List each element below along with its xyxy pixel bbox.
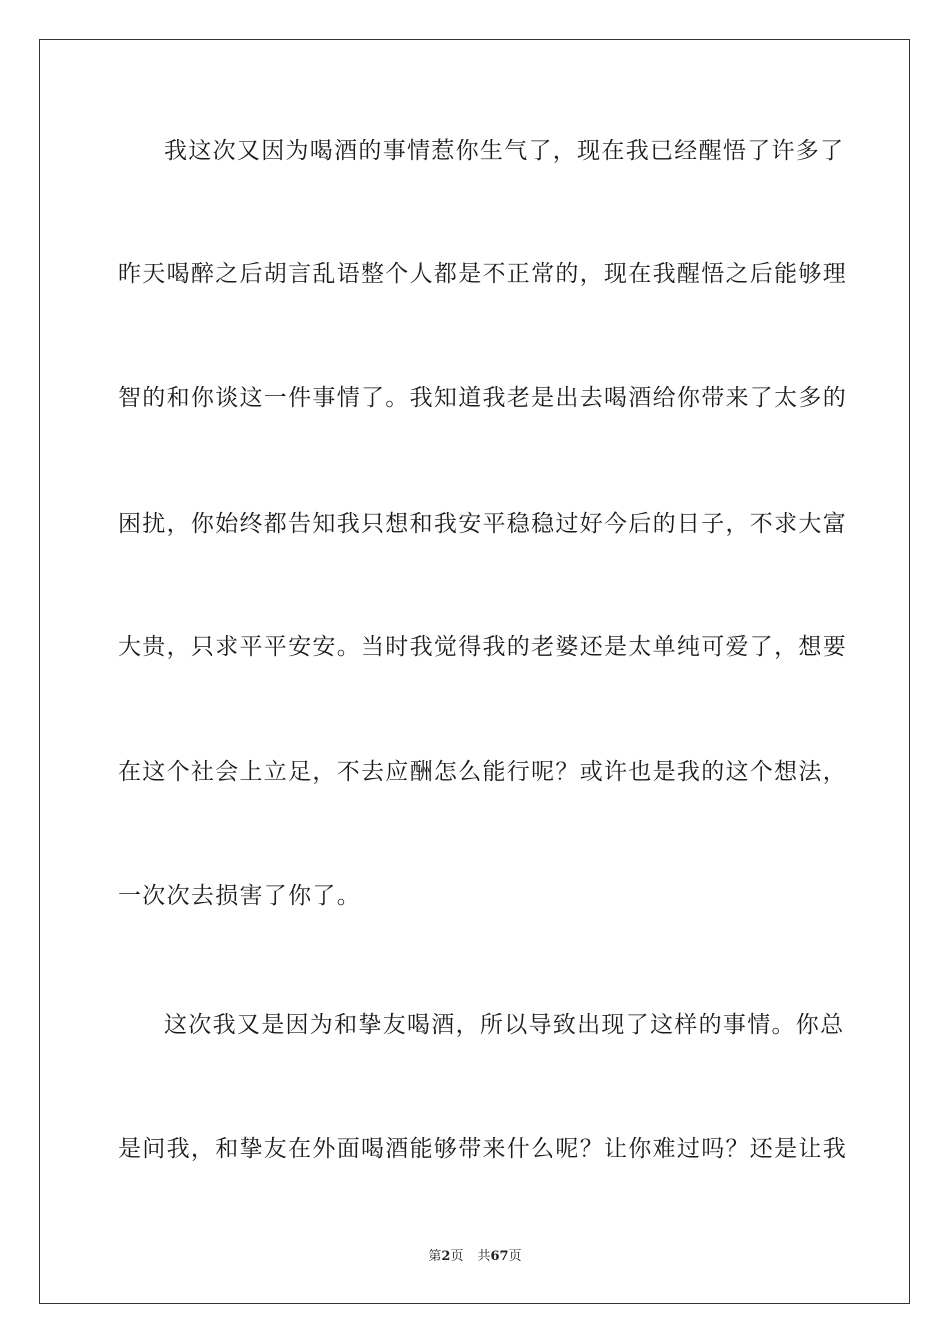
total-prefix: 共 <box>477 1249 491 1264</box>
paragraph-2-line-2: 是问我，和挚友在外面喝酒能够带来什么呢？让你难过吗？还是让我 <box>118 1136 847 1162</box>
total-suffix: 页 <box>508 1249 522 1264</box>
page-suffix: 页 <box>450 1249 464 1264</box>
paragraph-1-line-7: 一次次去损害了你了。 <box>118 883 361 909</box>
page-footer <box>0 1249 950 1265</box>
paragraph-2-line-1: 这次我又是因为和挚友喝酒，所以导致出现了这样的事情。你总 <box>164 1012 845 1038</box>
page-prefix: 第 <box>428 1249 442 1264</box>
paragraph-1-line-3: 智的和你谈这一件事情了。我知道我老是出去喝酒给你带来了太多的 <box>118 385 847 411</box>
paragraph-1-line-6: 在这个社会上立足，不去应酬怎么能行呢？或许也是我的这个想法， <box>118 759 847 785</box>
paragraph-1-line-2: 昨天喝醉之后胡言乱语整个人都是不正常的，现在我醒悟之后能够理 <box>118 261 847 287</box>
paragraph-1-line-5: 大贵，只求平平安安。当时我觉得我的老婆还是太单纯可爱了，想要 <box>118 634 847 660</box>
paragraph-1-line-1: 我这次又因为喝酒的事情惹你生气了，现在我已经醒悟了许多了 <box>164 138 845 164</box>
total-pages: 67 <box>490 1249 509 1264</box>
paragraph-1-line-4: 困扰，你始终都告知我只想和我安平稳稳过好今后的日子，不求大富 <box>118 511 847 537</box>
page-number: 2 <box>441 1249 451 1264</box>
page-border <box>39 39 910 1304</box>
